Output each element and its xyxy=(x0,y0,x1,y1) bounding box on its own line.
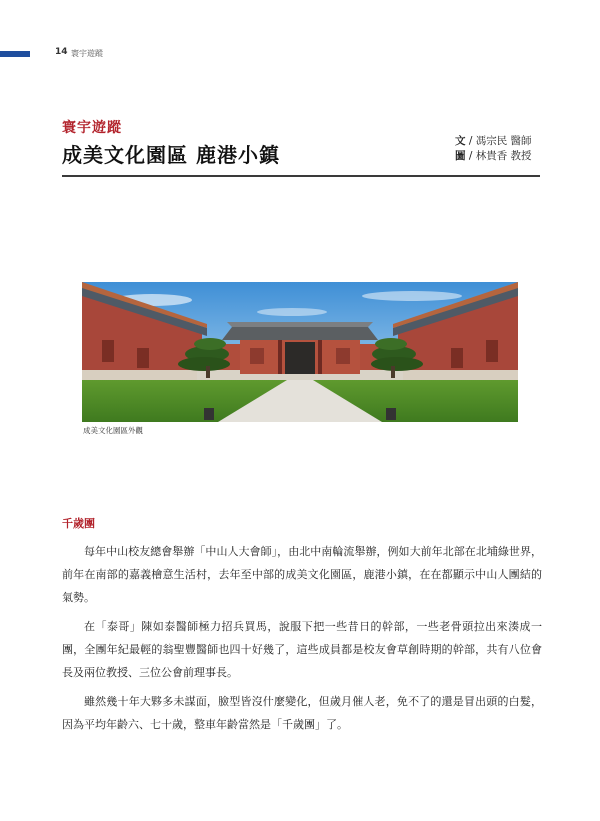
courtyard-photo xyxy=(82,282,518,422)
byline-image-credit: 圖 / 林貴香 教授 xyxy=(455,150,532,162)
byline-text-label: 文 xyxy=(455,135,466,147)
header-accent-bar xyxy=(0,51,30,57)
byline-text-author: 馮宗民 醫師 xyxy=(475,135,532,147)
article-body xyxy=(62,540,542,742)
running-head: 寰宇遊蹤 xyxy=(71,49,103,58)
paragraph: 雖然幾十年大夥多未謀面，臉型皆沒什麼變化，但歲月催人老，免不了的還是冒出頭的白髮，因為平均年齡六、七十歲，整車年齡當然是「千歲團」了。 xyxy=(62,695,542,731)
page-number: 14 xyxy=(55,47,68,57)
byline-image-label: 圖 xyxy=(455,150,466,162)
section-subhead: 千歲團 xyxy=(62,517,95,530)
title-rule xyxy=(62,175,540,177)
section-label: 寰宇遊蹤 xyxy=(62,120,122,136)
paragraph: 每年中山校友總會舉辦「中山人大會師」，由北中南輪流舉辦，例如大前年北部在北埔綠世界，前年在南部的嘉義檜意生活村，去年至中部的成美文化園區，鹿港小鎮，在在都顯示中山人團結的氣勢。 xyxy=(62,545,542,604)
article-title: 成美文化園區 鹿港小鎮 xyxy=(62,143,280,167)
byline-image-author: 林貴香 教授 xyxy=(475,150,532,162)
byline-text-credit: 文 / 馮宗民 醫師 xyxy=(455,135,532,147)
paragraph: 在「泰哥」陳如泰醫師極力招兵買馬，說服下把一些昔日的幹部，一些老骨頭拉出來湊成一團，全團年紀最輕的翁聖豐醫師也四十好幾了，這些成員都是校友會草創時期的幹部，共有八位會長及兩位教授、三位公會前理事長。 xyxy=(62,620,542,679)
photo-caption: 成美文化園區外觀 xyxy=(83,426,143,435)
byline xyxy=(455,134,532,164)
